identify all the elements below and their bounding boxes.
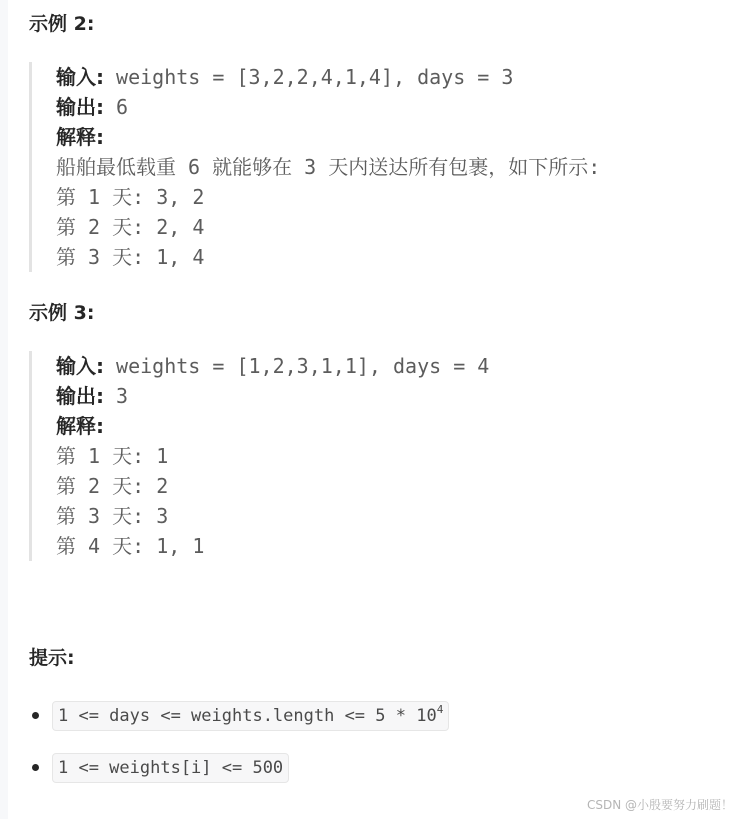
hint-code: 1 <= weights[i] <= 500 <box>52 753 289 783</box>
input-label: 输入 <box>56 65 96 89</box>
explain-line: 第 1 天: 3, 2 <box>56 185 205 209</box>
example-3-heading: 示例 3: <box>29 302 95 324</box>
example-2-input: 输入: weights = [3,2,2,4,1,4], days = 3 <box>56 65 514 89</box>
exponent: 4 <box>436 703 444 716</box>
output-value: 3 <box>116 384 129 408</box>
explain-label: 解释 <box>56 125 96 149</box>
input-label: 输入 <box>56 354 96 378</box>
example-2-explain: 解释: <box>56 125 104 149</box>
output-label: 输出 <box>56 95 96 119</box>
example-3-block <box>29 351 489 561</box>
hint-code: 1 <= days <= weights.length <= $5 * 10^4$ <box>52 701 449 731</box>
bullet-icon <box>32 712 39 719</box>
left-rail <box>0 0 8 819</box>
explain-line: 船舶最低载重 6 就能够在 3 天内送达所有包裹，如下所示: <box>56 155 601 179</box>
explain-line: 第 3 天: 1, 4 <box>56 245 205 269</box>
input-value: weights = [1,2,3,1,1], days = 4 <box>116 354 490 378</box>
example-2-output: 输出: 6 <box>56 95 129 119</box>
explain-line: 第 4 天: 1, 1 <box>56 534 205 558</box>
example-3-input: 输入: weights = [1,2,3,1,1], days = 4 <box>56 354 490 378</box>
bullet-icon <box>32 764 39 771</box>
explain-line: 第 1 天: 1 <box>56 444 169 468</box>
example-2-block <box>29 62 600 272</box>
explain-line: 第 2 天: 2, 4 <box>56 215 205 239</box>
explain-label: 解释 <box>56 414 96 438</box>
explain-line: 第 2 天: 2 <box>56 474 169 498</box>
output-value: 6 <box>116 95 129 119</box>
output-label: 输出 <box>56 384 96 408</box>
hints-heading: 提示: <box>29 647 75 669</box>
example-3-explain: 解释: <box>56 414 104 438</box>
example-3-output: 输出: 3 <box>56 384 129 408</box>
example-2-heading: 示例 2: <box>29 13 95 35</box>
explain-line: 第 3 天: 3 <box>56 504 169 528</box>
watermark: CSDN @小殷要努力刷题！ <box>586 798 733 812</box>
input-value: weights = [3,2,2,4,1,4], days = 3 <box>116 65 514 89</box>
